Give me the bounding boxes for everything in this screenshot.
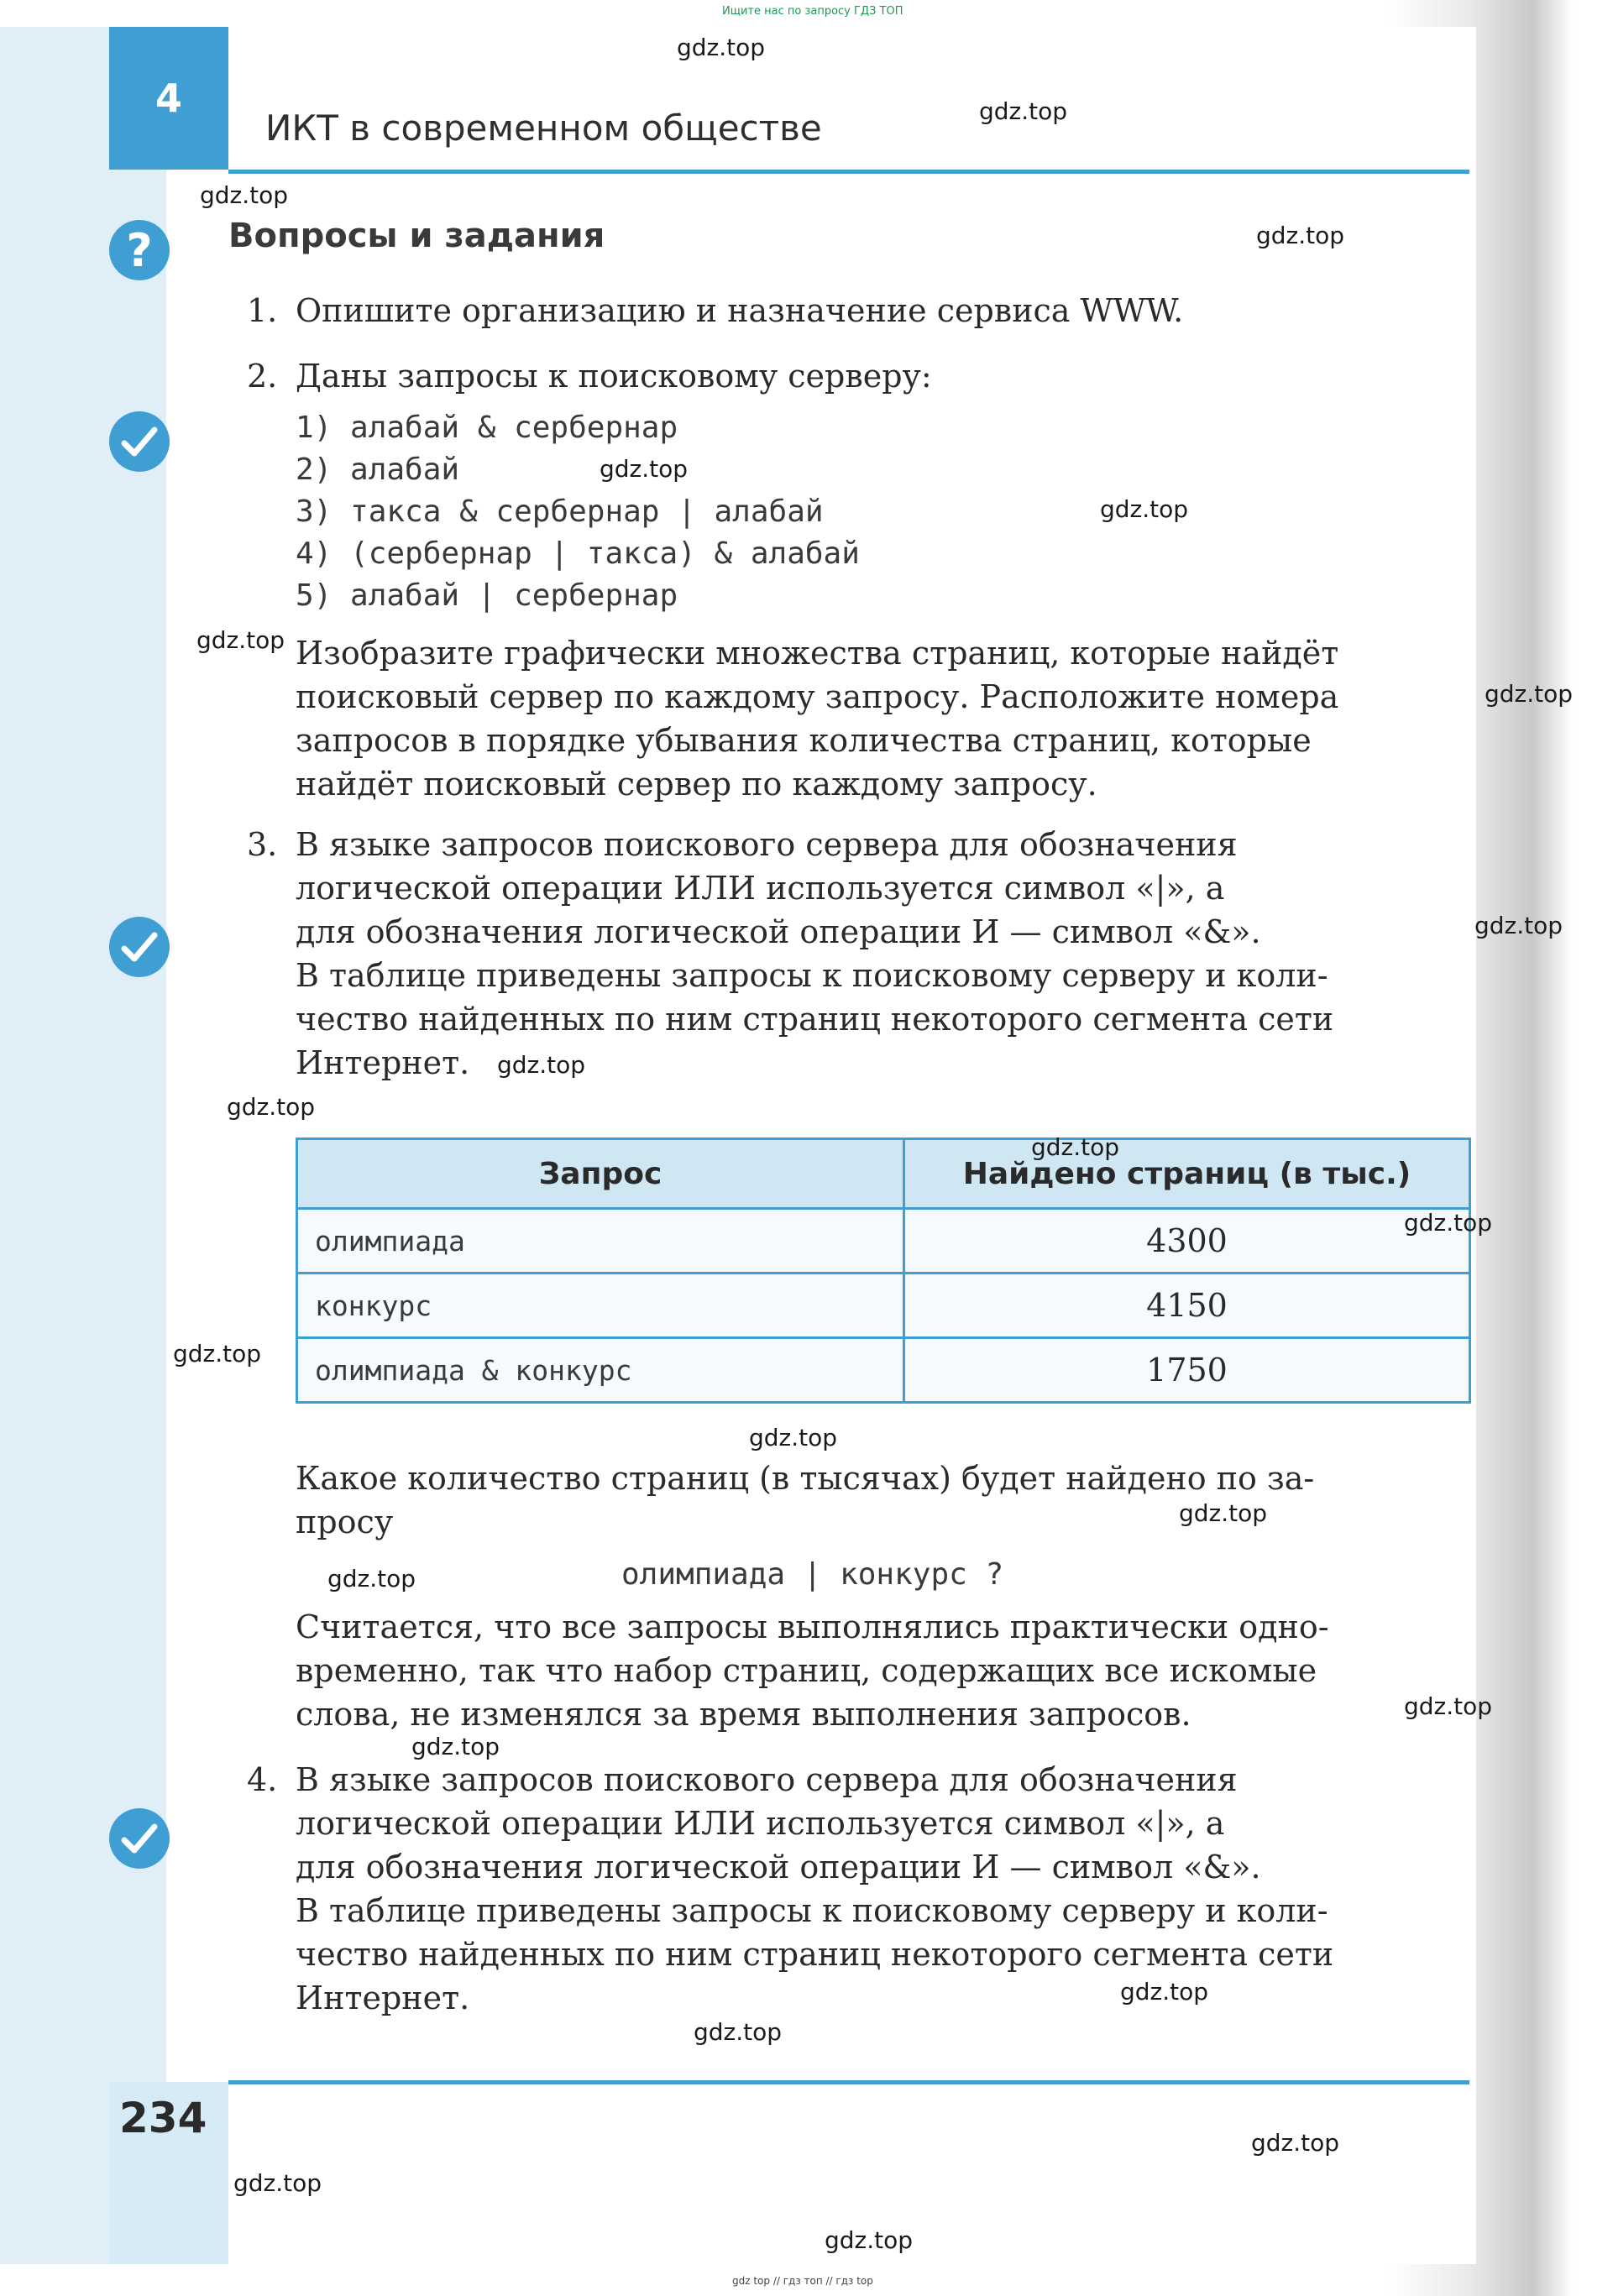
bottom-note: gdz top // гдз топ // гдз top (732, 2275, 873, 2287)
task-text: для обозначения логической операции И — символ «&». (296, 913, 1261, 950)
task-text: Изобразите графически множества страниц, которые найдёт (296, 635, 1339, 672)
watermark: gdz.top (1251, 2129, 1340, 2157)
watermark: gdz.top (694, 2018, 783, 2046)
task-text: найдёт поисковый сервер по каждому запросу. (296, 766, 1097, 803)
table-cell-query: конкурс (297, 1274, 904, 1338)
task-text: просу (296, 1504, 394, 1540)
table-cell-value: 4300 (904, 1209, 1470, 1274)
watermark: gdz.top (677, 34, 766, 61)
watermark: gdz.top (1404, 1692, 1493, 1720)
task-text: Считается, что все запросы выполнялись практически одно- (296, 1608, 1329, 1645)
task-text: В таблице приведены запросы к поисковому серверу и коли- (296, 1892, 1328, 1929)
task-text: логической операции ИЛИ используется символ «|», а (296, 1805, 1225, 1842)
table-cell-query: олимпиада (297, 1209, 904, 1274)
watermark: gdz.top (227, 1093, 316, 1121)
section-title: Вопросы и задания (228, 217, 605, 255)
table-header-query: Запрос (297, 1139, 904, 1209)
query-item: 1) алабай & сербернар (296, 411, 678, 445)
watermark: gdz.top (1179, 1499, 1268, 1527)
watermark: gdz.top (196, 626, 285, 654)
watermark: gdz.top (1031, 1133, 1120, 1161)
table-header-pages: Найдено страниц (в тыс.) (904, 1139, 1470, 1209)
query-item: 5) алабай | сербернар (296, 578, 678, 613)
watermark: gdz.top (1485, 680, 1574, 708)
page-number: 234 (119, 2094, 207, 2142)
task-text: чество найденных по ним страниц некоторого сегмента сети (296, 1936, 1334, 1973)
task-text: Интернет. (296, 1044, 470, 1081)
task-text: запросов в порядке убывания количества страниц, которые (296, 722, 1312, 759)
task-text: В таблице приведены запросы к поисковому серверу и коли- (296, 957, 1328, 994)
task-text: поисковый сервер по каждому запросу. Расположите номера (296, 678, 1339, 715)
check-mark-icon (121, 930, 158, 964)
task-number: 3. (247, 826, 278, 863)
watermark: gdz.top (1100, 495, 1189, 523)
watermark: gdz.top (979, 97, 1068, 125)
table-cell-value: 1750 (904, 1338, 1470, 1403)
chapter-title: ИКТ в современном обществе (265, 107, 822, 149)
left-margin-strip (0, 27, 166, 2264)
task-number: 4. (247, 1761, 278, 1798)
chapter-number: 4 (109, 27, 228, 170)
watermark: gdz.top (600, 455, 689, 483)
task-text: Опишите организацию и назначение сервиса WWW. (296, 292, 1184, 329)
task-text: Интернет. (296, 1980, 470, 2016)
table-row (297, 1338, 1470, 1403)
header-divider (228, 170, 1469, 174)
watermark: gdz.top (173, 1340, 262, 1368)
watermark: gdz.top (200, 181, 289, 209)
watermark: gdz.top (411, 1733, 500, 1760)
task-number: 1. (247, 292, 278, 329)
task-text: В языке запросов поискового сервера для обозначения (296, 826, 1238, 863)
task-number: 2. (247, 358, 278, 395)
page-number-box (109, 2082, 228, 2264)
question-icon: ? (109, 220, 170, 280)
table-row (297, 1209, 1470, 1274)
footer-divider (228, 2080, 1469, 2084)
watermark: gdz.top (1474, 912, 1563, 939)
check-mark-icon (121, 1822, 158, 1855)
top-note: Ищите нас по запросу ГДЗ ТОП (722, 5, 903, 18)
task-text: Какое количество страниц (в тысячах) будет найдено по за- (296, 1460, 1315, 1497)
task-text: временно, так что набор страниц, содержащих все искомые (296, 1652, 1317, 1689)
watermark: gdz.top (749, 1424, 838, 1451)
table-header-row (297, 1139, 1470, 1209)
watermark: gdz.top (1120, 1978, 1209, 2006)
task-text: для обозначения логической операции И — символ «&». (296, 1849, 1261, 1885)
watermark: gdz.top (1404, 1209, 1493, 1237)
task-text: В языке запросов поискового сервера для обозначения (296, 1761, 1238, 1798)
table-cell-value: 4150 (904, 1274, 1470, 1338)
task-text: слова, не изменялся за время выполнения запросов. (296, 1696, 1191, 1733)
check-icon (109, 917, 170, 977)
check-mark-icon (121, 425, 158, 458)
check-icon (109, 411, 170, 472)
query-item: 3) такса & сербернар | алабай (296, 494, 824, 529)
watermark: gdz.top (497, 1051, 586, 1079)
table-row (297, 1274, 1470, 1338)
task-text: Даны запросы к поисковому серверу: (296, 358, 932, 395)
check-icon (109, 1808, 170, 1869)
task-query: олимпиада | конкурс ? (621, 1557, 1004, 1592)
task-text: логической операции ИЛИ используется символ «|», а (296, 870, 1225, 907)
table-cell-query: олимпиада & конкурс (297, 1338, 904, 1403)
task-text: чество найденных по ним страниц некоторого сегмента сети (296, 1001, 1334, 1038)
query-item: 4) (сербернар | такса) & алабай (296, 536, 860, 571)
watermark: gdz.top (327, 1565, 416, 1593)
query-item: 2) алабай (296, 452, 460, 487)
watermark: gdz.top (233, 2169, 322, 2197)
watermark: gdz.top (1256, 222, 1345, 249)
watermark: gdz.top (825, 2226, 914, 2254)
query-results-table (296, 1138, 1471, 1404)
